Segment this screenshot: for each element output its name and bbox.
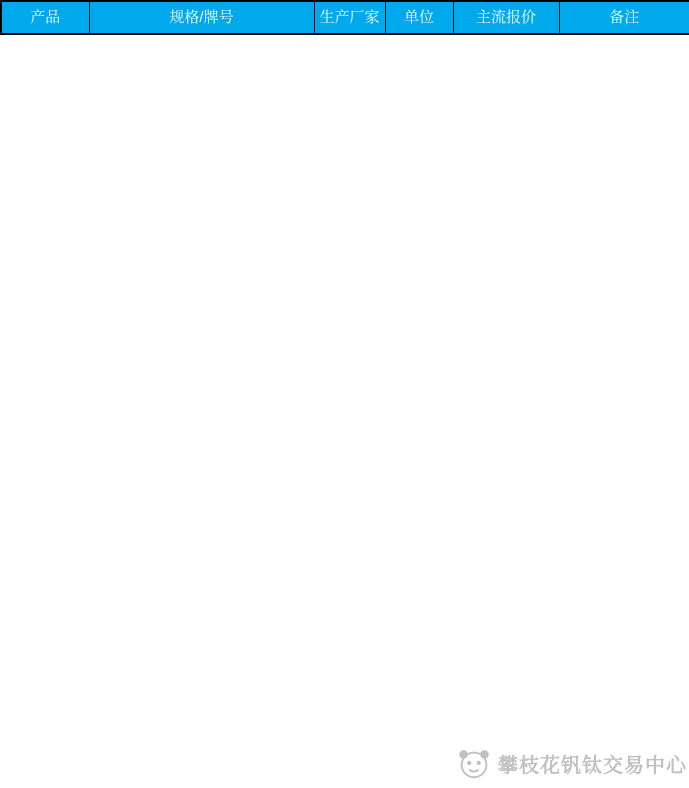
col-header-unit: 单位 [385,1,453,34]
col-header-product: 产品 [1,1,89,34]
watermark [455,746,687,780]
price-table [0,0,689,35]
col-header-manufacturer: 生产厂家 [314,1,385,34]
col-header-price: 主流报价 [453,1,559,34]
header-row [1,1,689,34]
watermark-logo-icon [455,746,493,780]
col-header-remark: 备注 [559,1,689,34]
col-header-spec: 规格/牌号 [89,1,314,34]
watermark-text: 攀枝花钒钛交易中心 [498,754,687,777]
